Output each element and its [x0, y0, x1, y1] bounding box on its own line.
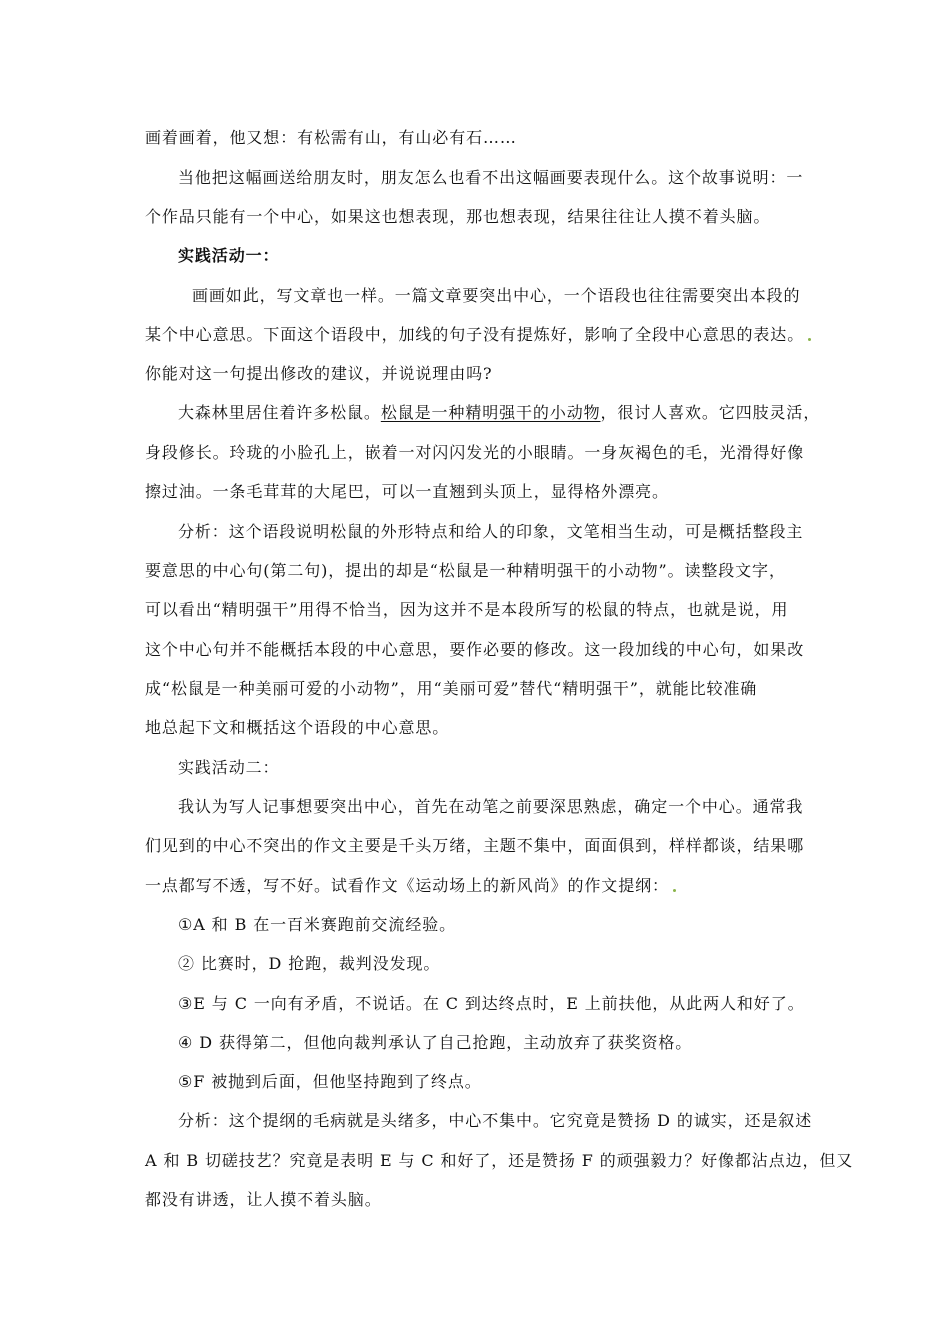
- text-line: 画画如此，写文章也一样。一篇文章要突出中心，一个语段也往往需要突出本段的: [192, 286, 801, 305]
- analysis-line: 可以看出“精明强干”用得不恰当，因为这并不是本段所写的松鼠的特点，也就是说，用: [145, 600, 789, 619]
- text-line: 某个中心意思。下面这个语段中，加线的句子没有提炼好，影响了全段中心意思的表达。: [145, 325, 811, 345]
- text-line: 你能对这一句提出修改的建议，并说说理由吗?: [145, 364, 493, 383]
- example-paragraph-line: 身段修长。玲珑的小脸孔上，嵌着一对闪闪发光的小眼睛。一身灰褐色的毛，光滑得好像: [145, 443, 805, 462]
- text-line: 画着画着，他又想：有松需有山，有山必有石……: [145, 128, 517, 147]
- outline-item: ② 比赛时，D 抢跑，裁判没发现。: [178, 954, 441, 973]
- analysis-line: 要意思的中心句(第二句)，提出的却是“松鼠是一种精明强干的小动物”。读整段文字，: [145, 561, 786, 580]
- outline-item: ④ D 获得第二，但他向裁判承认了自己抢跑，主动放弃了获奖资格。: [178, 1033, 693, 1052]
- text-line: 们见到的中心不突出的作文主要是千头万绪，主题不集中，面面俱到，样样都谈，结果哪: [145, 836, 805, 855]
- text-line: 一点都写不透，写不好。试看作文《运动场上的新风尚》的作文提纲：: [145, 876, 676, 896]
- section-heading-activity-1: 实践活动一：: [178, 246, 280, 265]
- analysis-line: 都没有讲透，让人摸不着头脑。: [145, 1190, 382, 1209]
- section-heading-activity-2: 实践活动二：: [178, 758, 280, 777]
- underlined-central-sentence: 松鼠是一种精明强干的小动物: [380, 403, 601, 422]
- mark-dot: [808, 338, 811, 341]
- example-paragraph-line: 大森林里居住着许多松鼠。松鼠是一种精明强干的小动物，很讨人喜欢。它四肢灵活，: [178, 403, 821, 422]
- example-paragraph-line: 擦过油。一条毛茸茸的大尾巴，可以一直翘到头顶上，显得格外漂亮。: [145, 482, 669, 501]
- outline-item: ⑤F 被抛到后面，但他坚持跑到了终点。: [178, 1072, 482, 1091]
- outline-item: ①A 和 B 在一百米赛跑前交流经验。: [178, 915, 457, 934]
- text-line: 当他把这幅画送给朋友时，朋友怎么也看不出这幅画要表现什么。这个故事说明：一: [178, 168, 804, 187]
- analysis-line: 这个中心句并不能概括本段的中心意思，要作必要的修改。这一段加线的中心句，如果改: [145, 640, 805, 659]
- text-line: 个作品只能有一个中心，如果这也想表现，那也想表现，结果往往让人摸不着头脑。: [145, 207, 771, 226]
- analysis-line: A 和 B 切磋技艺？究竟是表明 E 与 C 和好了，还是赞扬 F 的顽强毅力？好像都沾点边，但又: [145, 1151, 854, 1170]
- mark-dot: [673, 889, 676, 892]
- analysis-line: 成“松鼠是一种美丽可爱的小动物”，用“美丽可爱”替代“精明强干”，就能比较准确: [145, 679, 758, 698]
- analysis-line: 地总起下文和概括这个语段的中心意思。: [145, 718, 450, 737]
- analysis-line: 分析：这个提纲的毛病就是头绪多，中心不集中。它究竟是赞扬 D 的诚实，还是叙述: [178, 1111, 813, 1130]
- text-line: 我认为写人记事想要突出中心，首先在动笔之前要深思熟虑，确定一个中心。通常我: [178, 797, 804, 816]
- outline-item: ③E 与 C 一向有矛盾，不说话。在 C 到达终点时，E 上前扶他，从此两人和好了。: [178, 994, 805, 1013]
- analysis-line: 分析：这个语段说明松鼠的外形特点和给人的印象，文笔相当生动，可是概括整段主: [178, 522, 804, 541]
